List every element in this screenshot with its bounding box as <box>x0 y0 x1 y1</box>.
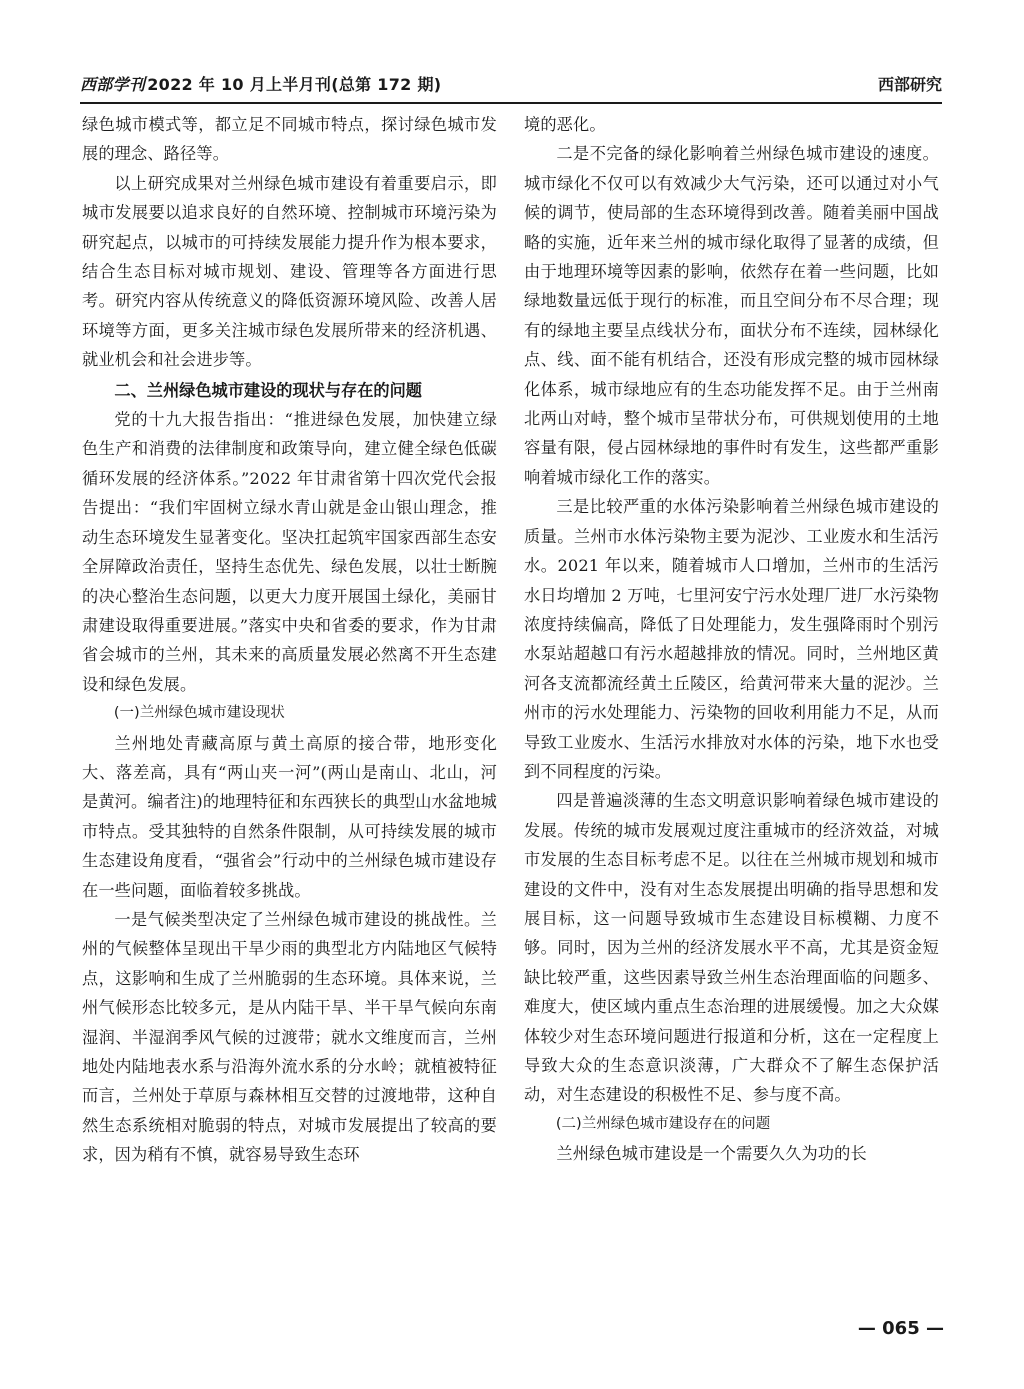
paragraph: 绿色城市模式等，都立足不同城市特点，探讨绿色城市发展的理念、路径等。 <box>82 115 497 164</box>
subsection-heading: (一)兰州绿色城市建设现状 <box>113 705 285 722</box>
journal-logo: 西部学刊 <box>80 75 146 94</box>
section-heading: 二、兰州绿色城市建设的现状与存在的问题 <box>114 380 422 400</box>
paragraph: 党的十九大报告指出：“推进绿色发展，加快建立绿色生产和消费的法律制度和政策导向，建立健全绿色低碳循环发展的经济体系。”2022 年甘肃省第十四次党代会报告提出：“我们牢固树立绿水青山就是金山银山理念，推动生态环境发生显著变化。坚决扛起筑牢国家西部生态安全屏障政治责任，坚持生态优先、绿色发展，以壮士断腕的决心整治生态问题，以更大力度开展国土绿化，美丽甘肃建设取得重要进展。”落实中央和省委的要求，作为甘肃省会城市的兰州，其未来的高质量发展必然离不开生态建设和绿色发展。 <box>82 410 497 694</box>
page-number: — 065 — <box>857 1318 944 1339</box>
left-column <box>82 110 497 1260</box>
paragraph: 四是普遍淡薄的生态文明意识影响着绿色城市建设的发展。传统的城市发展观过度注重城市的经济效益，对城市发展的生态目标考虑不足。以往在兰州城市规划和城市建设的文件中，没有对生态发展提出明确的指导思想和发展目标，这一问题导致城市生态建设目标模糊、力度不够。同时，因为兰州的经济发展水平不高，尤其是资金短缺比较严重，这些因素导致兰州生态治理面临的问题多、难度大，使区域内重点生态治理的进展缓慢。加之大众媒体较少对生态环境问题进行报道和分析，这在一定程度上导致大众的生态意识淡薄，广大群众不了解生态保护活动，对生态建设的积极性不足、参与度不高。 <box>524 791 939 1105</box>
paragraph: 境的恶化。 <box>524 115 606 134</box>
paragraph: 兰州地处青藏高原与黄土高原的接合带，地形变化大、落差高，具有“两山夹一河”(两山是南山、北山，河是黄河。编者注)的地理特征和东西狭长的典型山水盆地城市特点。受其独特的自然条件限制，从可持续发展的城市生态建设角度看，“强省会”行动中的兰州绿色城市建设存在一些问题，面临着较多挑战。 <box>82 733 497 900</box>
paragraph: 一是气候类型决定了兰州绿色城市建设的挑战性。兰州的气候整体呈现出干旱少雨的典型北方内陆地区气候特点，这影响和生成了兰州脆弱的生态环境。具体来说，兰州气候形态比较多元，是从内陆干旱、半干旱气候向东南湿润、半湿润季风气候的过渡带；就水文维度而言，兰州地处内陆地表水系与沿海外流水系的分水岭；就植被特征而言，兰州处于草原与森林相互交替的过渡地带，这种自然生态系统相对脆弱的特点，对城市发展提出了较高的要求，因为稍有不慎，就容易导致生态环 <box>82 909 497 1165</box>
section-title: 西部研究 <box>877 75 942 94</box>
issue-info: 2022 年 10 月上半月刊(总第 172 期) <box>147 75 442 94</box>
right-column <box>524 110 939 1260</box>
subsection-heading: (二)兰州绿色城市建设存在的问题 <box>555 1115 771 1132</box>
paragraph: 二是不完备的绿化影响着兰州绿色城市建设的速度。城市绿化不仅可以有效减少大气污染，还可以通过对小气候的调节，使局部的生态环境得到改善。随着美丽中国战略的实施，近年来兰州的城市绿化取得了显著的成绩，但由于地理环境等因素的影响，依然存在着一些问题，比如绿地数量远低于现行的标准，而且空间分布不尽合理；现有的绿地主要呈点线状分布，面状分布不连续，园林绿化点、线、面不能有机结合，还没有形成完整的城市园林绿化体系，城市绿地应有的生态功能发挥不足。由于兰州南北两山对峙，整个城市呈带状分布，可供规划使用的土地容量有限，侵占园林绿地的事件时有发生，这些都严重影响着城市绿化工作的落实。 <box>524 144 939 487</box>
paragraph: 三是比较严重的水体污染影响着兰州绿色城市建设的质量。兰州市水体污染物主要为泥沙、工业废水和生活污水。2021 年以来，随着城市人口增加，兰州市的生活污水日均增加 2 万吨，七里河安宁污水处理厂进厂水污染物浓度持续偏高，降低了日处理能力，发生强降雨时个别污水泵站超越口有污水超越排放的情况。同时，兰州地区黄河各支流都流经黄土丘陵区，给黄河带来大量的泥沙。兰州市的污水处理能力、污染物的回收利用能力不足，从而导致工业废水、生活污水排放对水体的污染，地下水也受到不同程度的污染。 <box>524 497 939 781</box>
journal-issue-line <box>80 72 441 95</box>
running-header <box>80 66 942 104</box>
paragraph: 以上研究成果对兰州绿色城市建设有着重要启示，即城市发展要以追求良好的自然环境、控制城市环境污染为研究起点，以城市的可持续发展能力提升作为根本要求，结合生态目标对城市规划、建设、管理等各方面进行思考。研究内容从传统意义的降低资源环境风险、改善人居环境等方面，更多关注城市绿色发展所带来的经济机遇、就业机会和社会进步等。 <box>82 173 497 370</box>
paragraph: 兰州绿色城市建设是一个需要久久为功的长 <box>556 1144 867 1164</box>
